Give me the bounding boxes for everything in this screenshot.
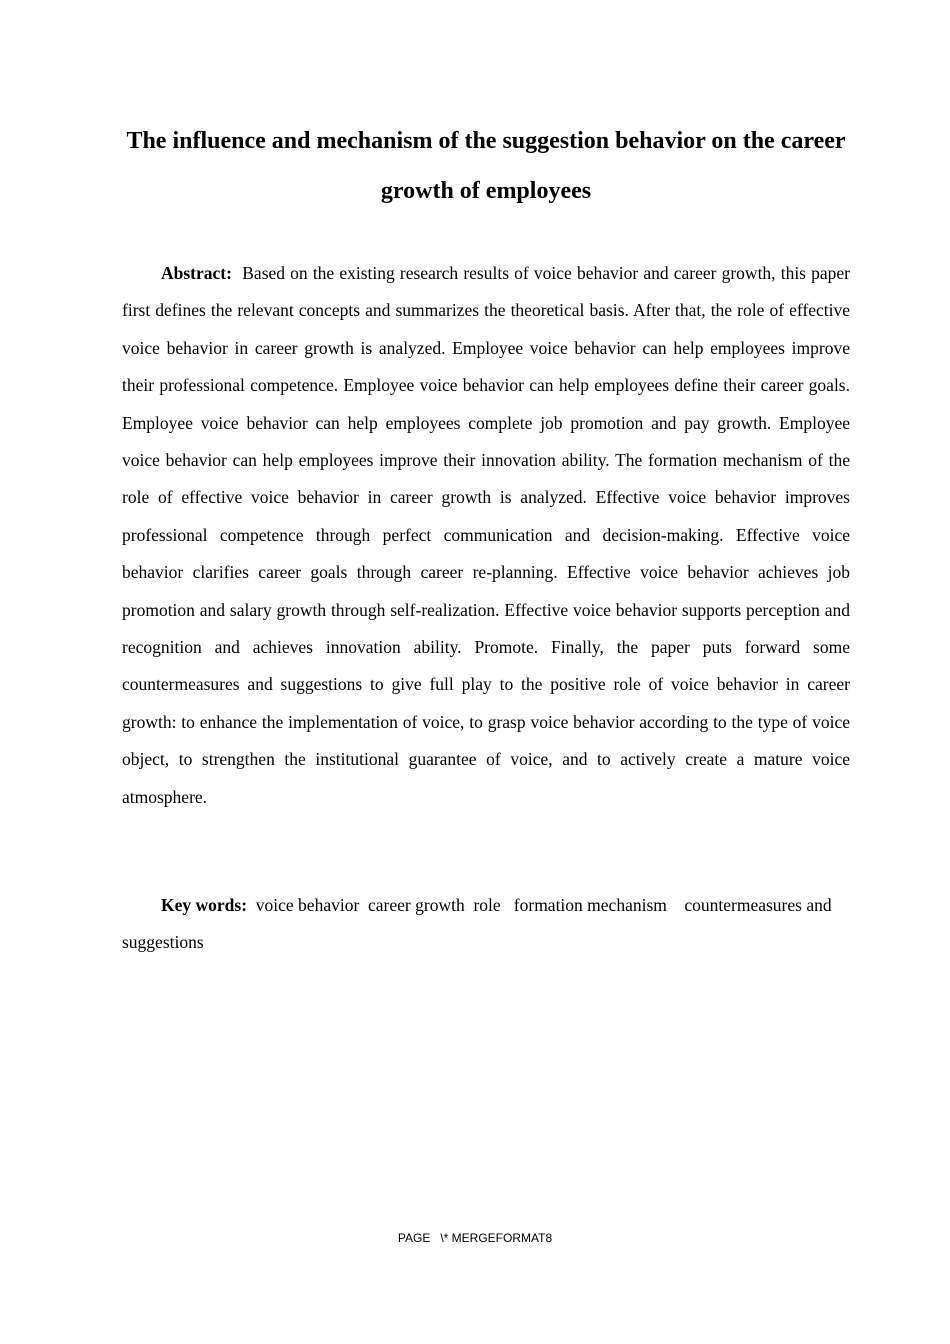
keywords-text: voice behavior career growth role formation mechanism countermeasures and suggestions bbox=[122, 895, 836, 953]
abstract-paragraph bbox=[122, 255, 850, 816]
keywords-paragraph bbox=[122, 887, 850, 962]
keywords-label: Key words: bbox=[161, 895, 248, 915]
page-footer: PAGE \* MERGEFORMAT8 bbox=[397, 1231, 553, 1245]
abstract-label: Abstract: bbox=[161, 263, 232, 283]
abstract-text: Based on the existing research results of voice behavior and career growth, this paper first defines the relevant concepts and summarizes the theoretical basis. After that, the role of effective voice behavior in career growth is analyzed. Employee voice behavior can help employees improve their professional competence. Employee voice behavior can help employees define their career goals. Employee voice behavior can help employees complete job promotion and pay growth. Employee voice behavior can help employees improve their innovation ability. The formation mechanism of the role of effective voice behavior in career growth is analyzed. Effective voice behavior improves professional competence through perfect communication and decision-making. Effective voice behavior clarifies career goals through career re-planning. Effective voice behavior achieves job promotion and salary growth through self-realization. Effective voice behavior supports perception and recognition and achieves innovation ability. Promote. Finally, the paper puts forward some countermeasures and suggestions to give full play to the positive role of voice behavior in career growth: to enhance the implementation of voice, to grasp voice behavior according to the type of voice object, to strengthen the institutional guarantee of voice, and to actively create a mature voice atmosphere. bbox=[122, 263, 850, 807]
document-title: The influence and mechanism of the suggestion behavior on the career growth of employees bbox=[126, 128, 846, 204]
